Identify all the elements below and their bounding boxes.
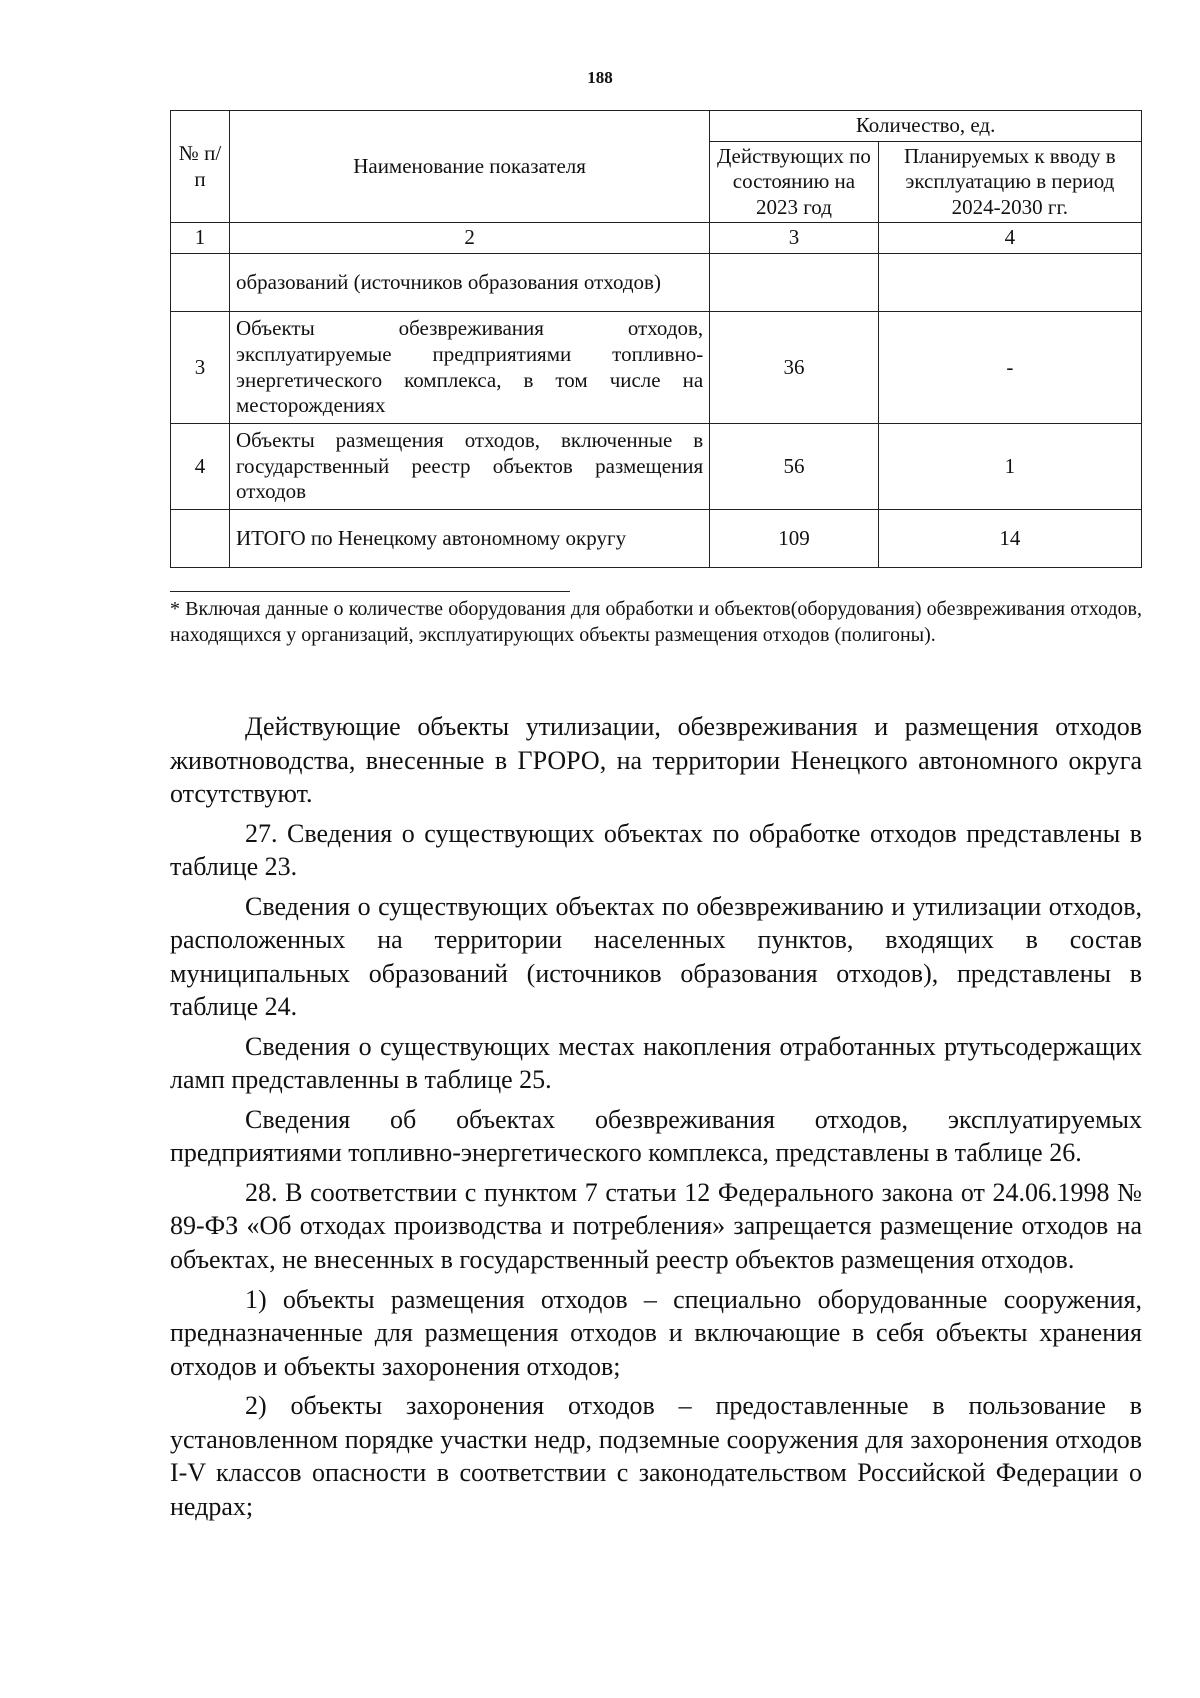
footnote: * Включая данные о количестве оборудования для обработки и объектов(оборудования) обезвреживания отходов, находящихся у организаций, эксплуатирующих объекты размещения отходов (полигоны). bbox=[170, 598, 1142, 646]
footnote-divider bbox=[170, 591, 570, 592]
paragraph: Сведения о существующих местах накопления отработанных ртутьсодержащих ламп представленны в таблице 25. bbox=[170, 1031, 1142, 1095]
col-number: 4 bbox=[878, 223, 1141, 254]
header-name: Наименование показателя bbox=[229, 111, 709, 223]
table-row bbox=[171, 424, 1142, 510]
row-name: образований (источников образования отходов) bbox=[229, 254, 709, 312]
row-num bbox=[171, 254, 230, 312]
paragraph: Действующие объекты утилизации, обезвреживания и размещения отходов животноводства, внесенные в ГРОРО, на территории Ненецкого автономного округа отсутствуют. bbox=[170, 712, 1142, 809]
row-planned bbox=[878, 254, 1141, 312]
row-existing: 36 bbox=[710, 312, 879, 424]
paragraph: 2) объекты захоронения отходов – предоставленные в пользование в установленном порядке участки недр, подземные сооружения для захоронения отходов I-V классов опасности в соответствии с законодательством Российской Федерации о недрах; bbox=[170, 1391, 1142, 1521]
table-col-numbers-row bbox=[171, 223, 1142, 254]
row-existing: 109 bbox=[710, 510, 879, 568]
row-planned: 1 bbox=[878, 424, 1141, 510]
row-existing bbox=[710, 254, 879, 312]
row-planned: - bbox=[878, 312, 1141, 424]
row-name: Объекты размещения отходов, включенные в государственный реестр объектов размещения отходов bbox=[229, 424, 709, 510]
header-quantity: Количество, ед. bbox=[710, 111, 1142, 142]
table-header-row bbox=[171, 111, 1142, 142]
col-number: 1 bbox=[171, 223, 230, 254]
table-row bbox=[171, 312, 1142, 424]
paragraph: Сведения о существующих объектах по обезвреживанию и утилизации отходов, расположенных на территории населенных пунктов, входящих в состав муниципальных образований (источников образования отходов), представлены в таблице 24. bbox=[170, 891, 1142, 1022]
row-name: Объекты обезвреживания отходов, эксплуатируемые предприятиями топливно-энергетического комплекса, в том числе на месторождениях bbox=[229, 312, 709, 424]
row-num: 3 bbox=[171, 312, 230, 424]
table-row bbox=[171, 254, 1142, 312]
row-num bbox=[171, 510, 230, 568]
waste-objects-table bbox=[170, 110, 1142, 568]
col-number: 3 bbox=[710, 223, 879, 254]
paragraph: 28. В соответствии с пунктом 7 статьи 12 Федерального закона от 24.06.1998 № 89-ФЗ «Об отходах производства и потребления» запрещается размещение отходов на объектах, не внесенных в государственный реестр объектов размещения отходов. bbox=[170, 1177, 1142, 1274]
header-planned: Планируемых к вводу в эксплуатацию в период 2024-2030 гг. bbox=[878, 141, 1141, 223]
row-existing: 56 bbox=[710, 424, 879, 510]
paragraph: 1) объекты размещения отходов – специально оборудованные сооружения, предназначенные для размещения отходов и включающие в себя объекты хранения отходов и объекты захоронения отходов; bbox=[170, 1284, 1142, 1381]
body-text bbox=[170, 710, 1142, 1529]
paragraph: Сведения об объектах обезвреживания отходов, эксплуатируемых предприятиями топливно-энергетического комплекса, представлены в таблице 26. bbox=[170, 1104, 1142, 1168]
paragraph: 27. Сведения о существующих объектах по обработке отходов представлены в таблице 23. bbox=[170, 818, 1142, 882]
col-number: 2 bbox=[229, 223, 709, 254]
page-number: 188 bbox=[587, 68, 613, 87]
row-planned: 14 bbox=[878, 510, 1141, 568]
table-total-row bbox=[171, 510, 1142, 568]
header-existing: Действующих по состоянию на 2023 год bbox=[710, 141, 879, 223]
header-num: № п/п bbox=[171, 111, 230, 223]
row-num: 4 bbox=[171, 424, 230, 510]
row-name: ИТОГО по Ненецкому автономному округу bbox=[229, 510, 709, 568]
